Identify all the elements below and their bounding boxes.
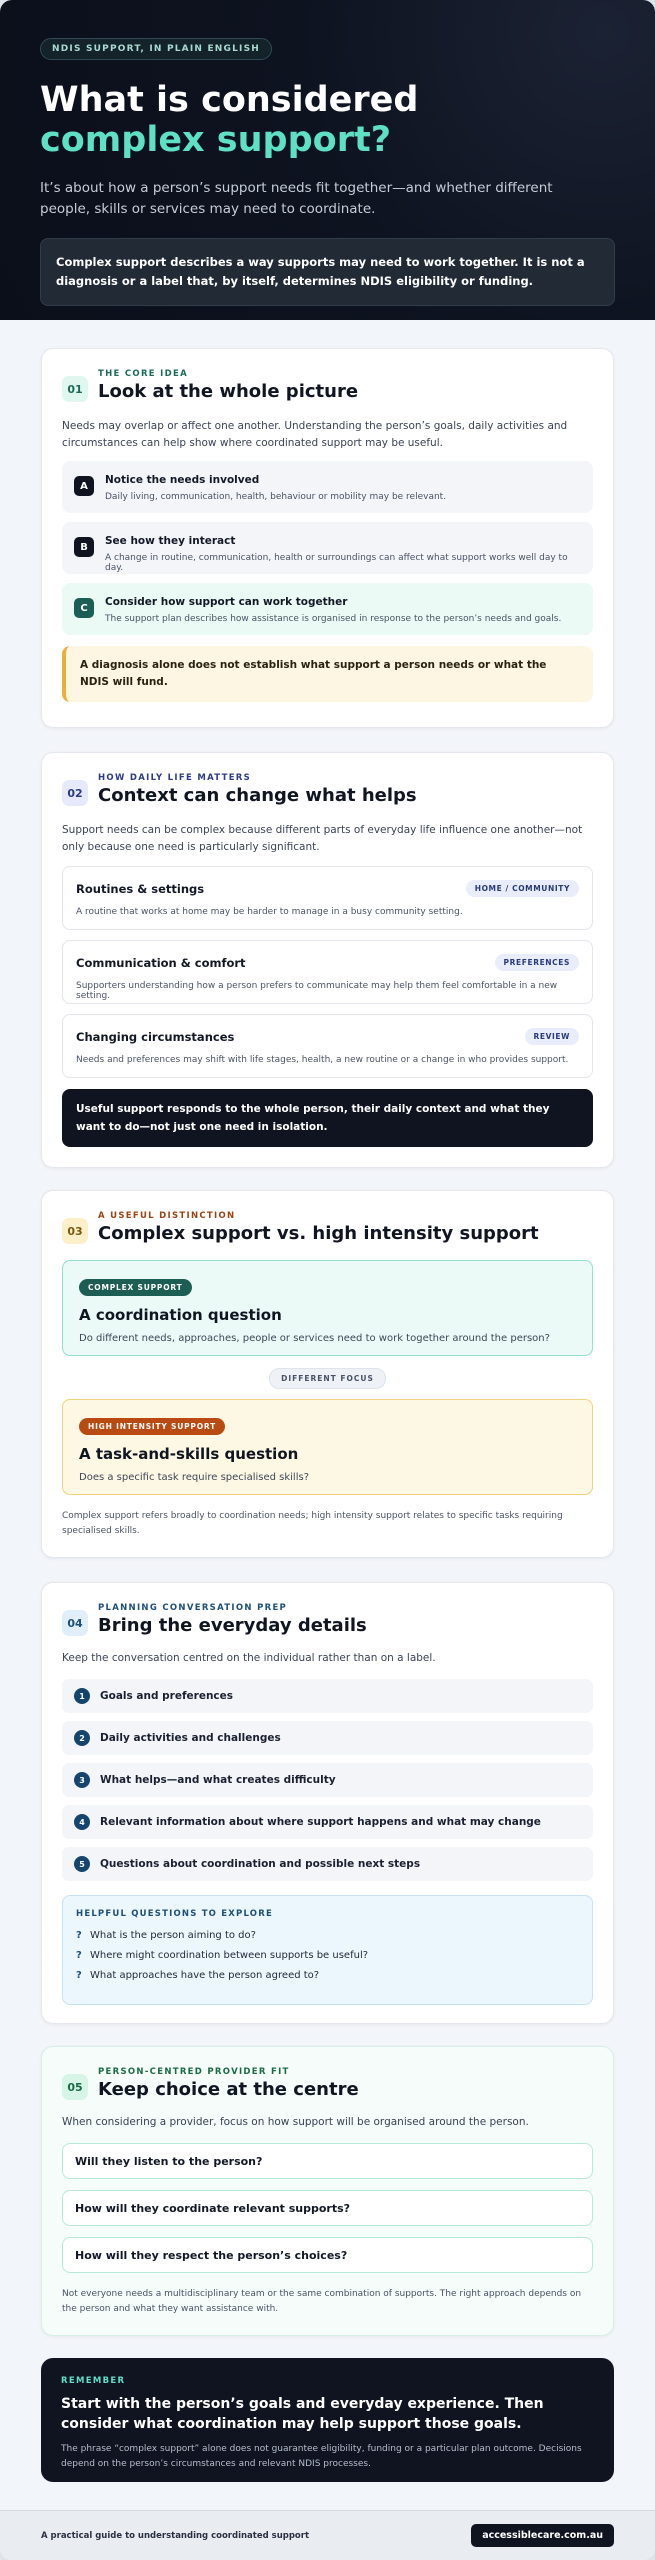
section-kicker: PERSON-CENTRED PROVIDER FIT <box>98 2067 290 2077</box>
section-core-idea <box>41 348 614 728</box>
high-intensity-text: Does a specific task require specialised skills? <box>79 1472 309 1483</box>
complex-support-badge: COMPLEX SUPPORT <box>79 1279 192 1296</box>
section-kicker: HOW DAILY LIFE MATTERS <box>98 773 252 783</box>
context-item <box>62 1014 593 1078</box>
section-title: Complex support vs. high intensity support <box>98 1223 539 1244</box>
provider-note: Not everyone needs a multidisciplinary team or the same combination of supports. The right approach depends on the person and what they want assistance with. <box>62 2289 582 2314</box>
section-number: 04 <box>62 1610 88 1636</box>
step-text: Daily living, communication, health, behaviour or mobility may be relevant. <box>105 492 447 502</box>
remember-title: Start with the person’s goals and everyday experience. Then consider what coordination may help support those goals. <box>61 2396 544 2432</box>
hero-badge: NDIS SUPPORT, IN PLAIN ENGLISH <box>40 38 272 60</box>
context-text: Needs and preferences may shift with life stages, health, a new routine or a change in who provides support. <box>76 1055 569 1065</box>
section-kicker: THE CORE IDEA <box>98 369 188 379</box>
list-item <box>62 1763 593 1797</box>
section-intro: Support needs can be complex because different parts of everyday life influence one another—not only because one need is particularly significant. <box>62 824 583 853</box>
context-tag: HOME / COMMUNITY <box>466 880 579 897</box>
list-number: 1 <box>74 1688 90 1704</box>
section-number: 02 <box>62 780 88 806</box>
page-title-highlight: complex support? <box>40 120 392 160</box>
footer-tagline: A practical guide to understanding coordinated support <box>41 2530 310 2541</box>
section-number: 03 <box>62 1218 88 1244</box>
step-title: Notice the needs involved <box>105 474 260 486</box>
section-intro: Needs may overlap or affect one another. Understanding the person’s goals, daily activities and circumstances can help show where coordinated support may be useful. <box>62 420 568 449</box>
high-intensity-badge: HIGH INTENSITY SUPPORT <box>79 1418 225 1435</box>
helpful-questions-title: HELPFUL QUESTIONS TO EXPLORE <box>76 1909 273 1919</box>
step-item <box>62 583 593 635</box>
section-kicker: PLANNING CONVERSATION PREP <box>98 1603 288 1613</box>
list-number: 3 <box>74 1772 90 1788</box>
footer <box>0 2510 655 2560</box>
hero-note: Complex support describes a way supports may need to work together. It is not a diagnosis or a label that, by itself, determines NDIS eligibility or funding. <box>40 238 615 306</box>
complex-support-title: A coordination question <box>79 1306 282 1324</box>
list-item <box>62 1847 593 1881</box>
context-summary: Useful support responds to the whole person, their daily context and what they want to do—not just one need in isolation. <box>62 1089 593 1147</box>
list-item <box>62 1805 593 1839</box>
section-title: Context can change what helps <box>98 785 417 806</box>
context-text: Supporters understanding how a person prefers to communicate may help them feel comfortable in a new setting. <box>76 981 558 1001</box>
list-number: 2 <box>74 1730 90 1746</box>
hero-subtitle: It’s about how a person’s support needs fit together—and whether different people, skills or services may need to coordinate. <box>40 180 553 217</box>
step-letter: B <box>74 537 94 557</box>
section-title: Bring the everyday details <box>98 1615 367 1636</box>
helpful-questions-box <box>62 1895 593 2005</box>
remember-callout <box>41 2358 614 2482</box>
hero <box>0 0 655 320</box>
step-text: The support plan describes how assistance is organised in response to the person’s needs and goals. <box>105 614 562 624</box>
provider-question: How will they respect the person’s choices? <box>62 2237 593 2273</box>
remember-text: The phrase “complex support” alone does not guarantee eligibility, funding or a particular plan outcome. Decisions depend on the person’s circumstances and relevant NDIS processes. <box>61 2444 582 2469</box>
context-title: Changing circumstances <box>76 1029 235 1044</box>
list-label: What helps—and what creates difficulty <box>100 1774 336 1786</box>
section-context <box>41 752 614 1168</box>
list-label: Daily activities and challenges <box>100 1732 281 1744</box>
question-text: Where might coordination between supports be useful? <box>90 1950 369 1961</box>
context-tag: PREFERENCES <box>495 954 579 971</box>
question-mark-icon: ? <box>76 1970 82 1981</box>
complex-support-card <box>62 1260 593 1356</box>
context-tag: REVIEW <box>525 1028 580 1045</box>
step-title: Consider how support can work together <box>105 596 348 608</box>
step-title: See how they interact <box>105 535 236 547</box>
step-letter: A <box>74 476 94 496</box>
provider-question: How will they coordinate relevant supports? <box>62 2190 593 2226</box>
question-text: What approaches have the person agreed to? <box>90 1970 320 1981</box>
section-number: 01 <box>62 376 88 402</box>
question-mark-icon: ? <box>76 1950 82 1961</box>
list-label: Relevant information about where support happens and what may change <box>100 1816 541 1828</box>
step-text: A change in routine, communication, health or surroundings can affect what support works well day to day. <box>105 553 568 573</box>
list-item <box>62 1679 593 1713</box>
list-number: 5 <box>74 1856 90 1872</box>
high-intensity-card <box>62 1399 593 1495</box>
section-intro: Keep the conversation centred on the individual rather than on a label. <box>62 1652 436 1664</box>
complex-support-text: Do different needs, approaches, people or services need to work together around the person? <box>79 1333 550 1344</box>
section-kicker: A USEFUL DISTINCTION <box>98 1211 236 1221</box>
section-distinction <box>41 1190 614 1558</box>
high-intensity-title: A task-and-skills question <box>79 1445 299 1463</box>
section-intro: When considering a provider, focus on how support will be organised around the person. <box>62 2116 529 2128</box>
question-text: What is the person aiming to do? <box>90 1930 256 1941</box>
list-item <box>62 1721 593 1755</box>
context-item <box>62 940 593 1004</box>
step-letter: C <box>74 598 94 618</box>
section-planning-prep <box>41 1582 614 2024</box>
step-item <box>62 461 593 513</box>
provider-question: Will they listen to the person? <box>62 2143 593 2179</box>
section-number: 05 <box>62 2074 88 2100</box>
section-title: Look at the whole picture <box>98 381 359 402</box>
list-label: Questions about coordination and possible next steps <box>100 1858 421 1870</box>
section-provider-fit <box>41 2046 614 2336</box>
context-text: A routine that works at home may be harder to manage in a busy community setting. <box>76 907 463 917</box>
distinction-note: Complex support refers broadly to coordination needs; high intensity support relates to specific tasks requiring specialised skills. <box>62 1511 563 1536</box>
question-item <box>76 1950 579 1961</box>
question-item <box>76 1930 579 1941</box>
warning-callout: A diagnosis alone does not establish what support a person needs or what the NDIS will fund. <box>62 646 593 702</box>
context-title: Communication & comfort <box>76 955 246 970</box>
page-title: What is considered <box>40 80 419 120</box>
question-mark-icon: ? <box>76 1930 82 1941</box>
website-link[interactable]: accessiblecare.com.au <box>471 2524 614 2547</box>
context-item <box>62 866 593 930</box>
context-title: Routines & settings <box>76 881 205 896</box>
question-item <box>76 1970 579 1981</box>
remember-kicker: REMEMBER <box>61 2376 126 2386</box>
different-focus-pill: DIFFERENT FOCUS <box>269 1368 386 1389</box>
list-label: Goals and preferences <box>100 1690 234 1702</box>
list-number: 4 <box>74 1814 90 1830</box>
section-title: Keep choice at the centre <box>98 2079 359 2100</box>
step-item <box>62 522 593 574</box>
